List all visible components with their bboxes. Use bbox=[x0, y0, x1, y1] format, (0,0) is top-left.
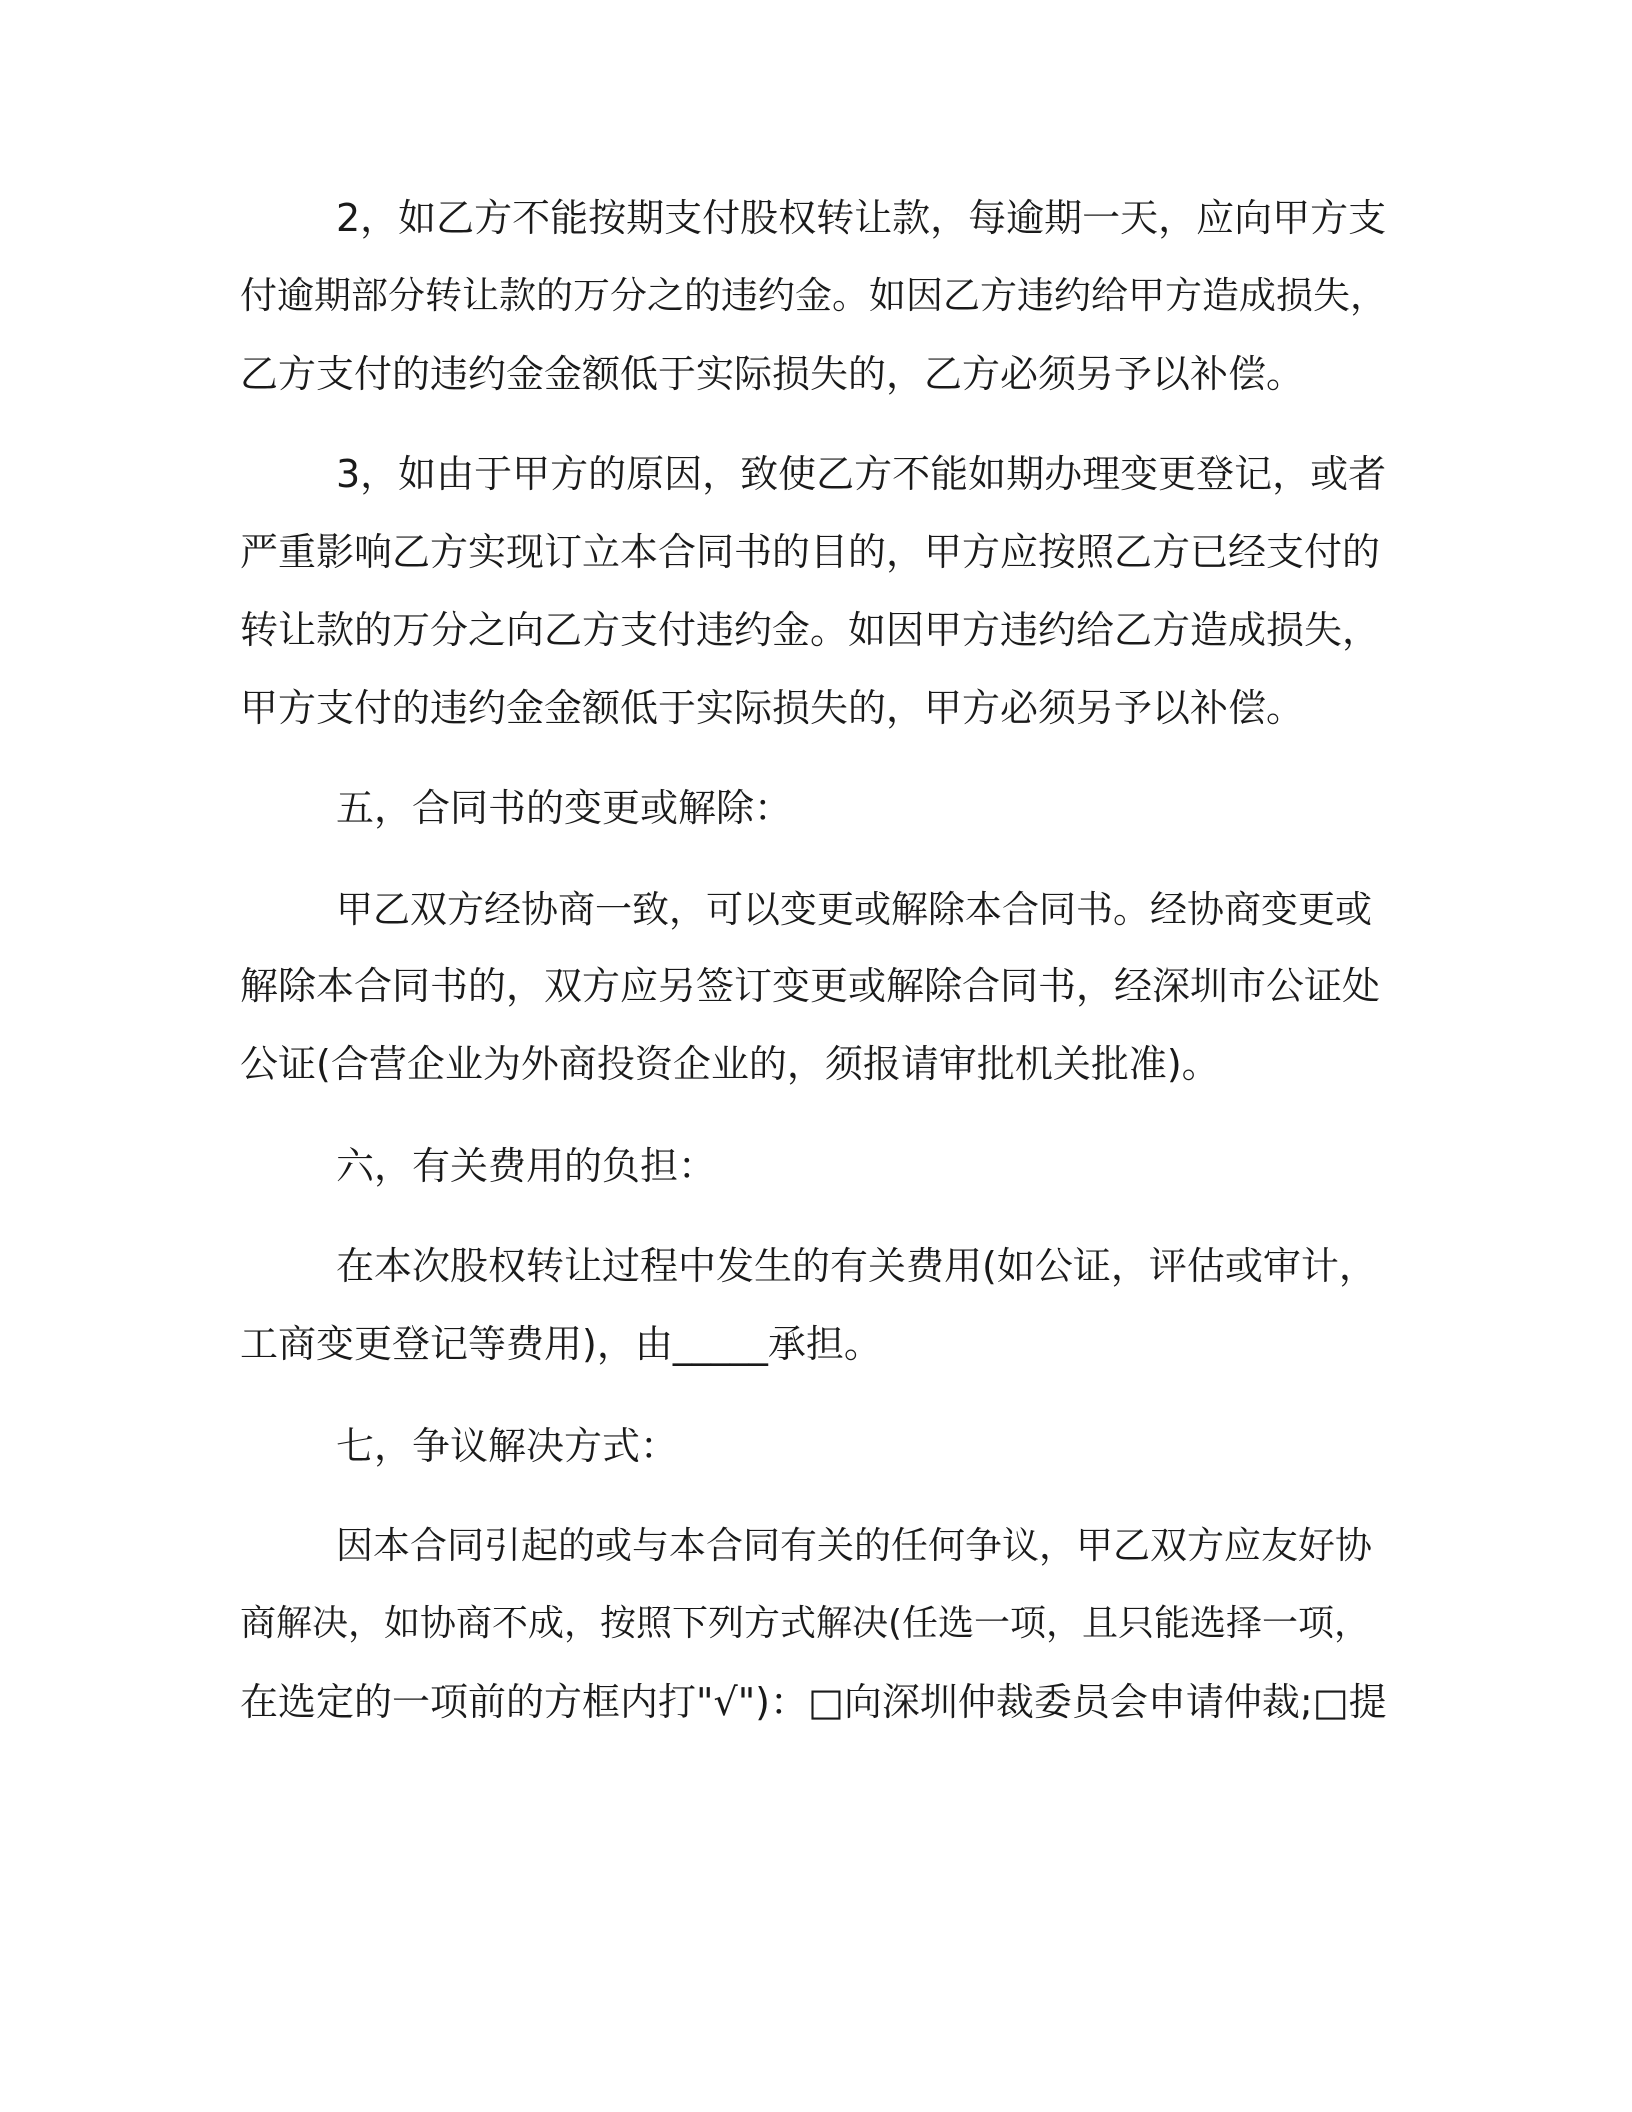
section-7-heading: 七，争议解决方式： bbox=[336, 1424, 679, 1468]
section-7-line-2: 商解决，如协商不成，按照下列方式解决(任选一项，且只能选择一项， bbox=[240, 1603, 1371, 1644]
section-5-heading: 五，合同书的变更或解除： bbox=[336, 786, 793, 830]
item-3-line-3: 转让款的万分之向乙方支付违约金。如因甲方违约给乙方造成损失， bbox=[240, 608, 1381, 652]
section-6-line-2: 工商变更登记等费用)，由_____承担。 bbox=[240, 1322, 882, 1366]
section-6-line-1: 在本次股权转让过程中发生的有关费用(如公证，评估或审计， bbox=[336, 1244, 1377, 1288]
section-7-line-1: 因本合同引起的或与本合同有关的任何争议，甲乙双方应友好协 bbox=[336, 1524, 1372, 1567]
item-2-line-3: 乙方支付的违约金金额低于实际损失的，乙方必须另予以补偿。 bbox=[240, 352, 1305, 396]
section-5-line-1: 甲乙双方经协商一致，可以变更或解除本合同书。经协商变更或 bbox=[336, 888, 1372, 931]
item-3-line-1: 3，如由于甲方的原因，致使乙方不能如期办理变更登记，或者 bbox=[336, 452, 1387, 496]
item-3-line-2: 严重影响乙方实现订立本合同书的目的，甲方应按照乙方已经支付的 bbox=[240, 530, 1381, 574]
section-6-heading: 六，有关费用的负担： bbox=[336, 1144, 717, 1188]
item-2-line-1: 2，如乙方不能按期支付股权转让款，每逾期一天，应向甲方支 bbox=[336, 196, 1387, 240]
section-7-line-3: 在选定的一项前的方框内打"√")：□向深圳仲裁委员会申请仲裁;□提 bbox=[240, 1680, 1387, 1724]
section-5-line-2: 解除本合同书的，双方应另签订变更或解除合同书，经深圳市公证处 bbox=[240, 964, 1381, 1008]
section-5-line-3: 公证(合营企业为外商投资企业的，须报请审批机关批准)。 bbox=[240, 1042, 1220, 1086]
item-3-line-4: 甲方支付的违约金金额低于实际损失的，甲方必须另予以补偿。 bbox=[240, 686, 1305, 730]
item-2-line-2: 付逾期部分转让款的万分之的违约金。如因乙方违约给甲方造成损失， bbox=[240, 274, 1387, 317]
